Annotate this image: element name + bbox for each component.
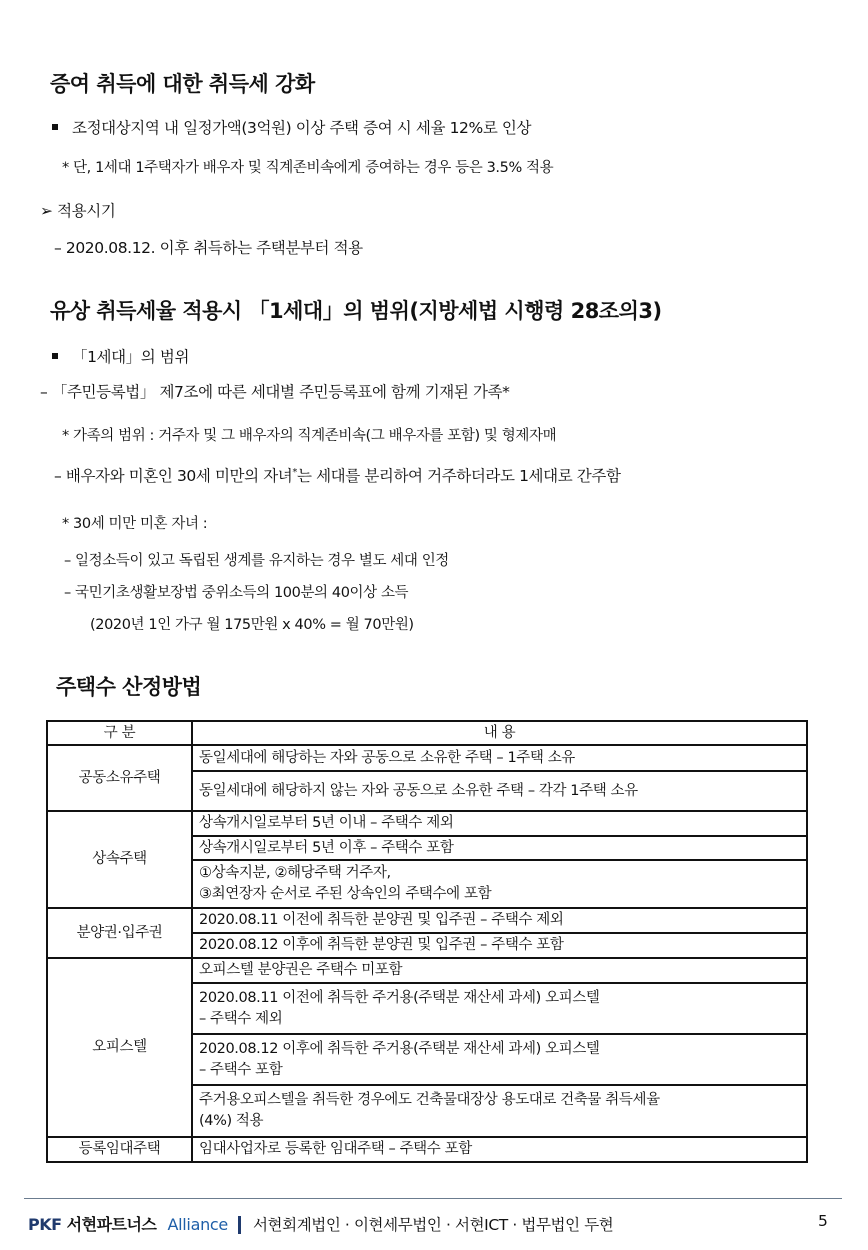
square-bullet-icon <box>52 353 58 359</box>
section-title-house-count: 주택수 산정방법 <box>56 675 202 699</box>
alliance-label: Alliance <box>167 1215 228 1234</box>
application-period-label: ➢ 적용시기 <box>40 202 116 220</box>
sub-item: – 일정소득이 있고 독립된 생계를 유지하는 경우 별도 세대 인정 <box>64 553 449 569</box>
footer-logo <box>28 1212 613 1235</box>
table-cell: 2020.08.12 이후에 취득한 분양권 및 입주권 – 주택수 포함 <box>192 933 807 958</box>
divider-bar-icon <box>238 1216 241 1234</box>
pkf-logo-text: PKF <box>28 1215 62 1234</box>
table-row <box>47 1137 807 1162</box>
partner-firms: 서현회계법인 · 이현세무법인 · 서현ICT · 법무법인 두현 <box>252 1216 614 1234</box>
table-header-content: 내 용 <box>192 721 807 745</box>
table-category-cell: 공동소유주택 <box>47 745 192 811</box>
household-definition-line: – 「주민등록법」 제7조에 따른 세대별 주민등록표에 함께 기재된 가족* <box>40 383 510 401</box>
sub-item: – 국민기초생활보장법 중위소득의 100분의 40이상 소득 <box>64 585 409 601</box>
table-cell: 상속개시일로부터 5년 이후 – 주택수 포함 <box>192 836 807 860</box>
table-header-category: 구 분 <box>47 721 192 745</box>
table-cell: 2020.08.11 이전에 취득한 분양권 및 입주권 – 주택수 제외 <box>192 908 807 933</box>
section-title-gift-acquisition: 증여 취득에 대한 취득세 강화 <box>50 72 315 96</box>
sub-item-example: (2020년 1인 가구 월 175만원 x 40% = 월 70만원) <box>90 617 414 633</box>
footer-divider <box>24 1198 842 1199</box>
bullet-item: 조정대상지역 내 일정가액(3억원) 이상 주택 증여 시 세율 12%로 인상 <box>52 116 531 138</box>
table-cell: 상속개시일로부터 5년 이내 – 주택수 제외 <box>192 811 807 836</box>
table-row <box>47 811 807 836</box>
footnote: * 가족의 범위 : 거주자 및 그 배우자의 직계존비속(그 배우자를 포함) 및 형제자매 <box>62 428 557 444</box>
bullet-item: 「1세대」의 범위 <box>52 345 189 367</box>
spouse-children-line: – 배우자와 미혼인 30세 미만의 자녀*는 세대를 분리하여 거주하더라도 1세대로 간주함 <box>54 466 621 485</box>
square-bullet-icon <box>52 124 58 130</box>
footnote: * 30세 미만 미혼 자녀 : <box>62 516 208 532</box>
table-category-cell: 등록임대주택 <box>47 1137 192 1162</box>
table-category-cell: 분양권·입주권 <box>47 908 192 958</box>
table-header-row <box>47 721 807 745</box>
table-cell: 오피스텔 분양권은 주택수 미포함 <box>192 958 807 983</box>
table-cell: 동일세대에 해당하는 자와 공동으로 소유한 주택 – 1주택 소유 <box>192 745 807 771</box>
table-row <box>47 958 807 983</box>
table-cell: 2020.08.12 이후에 취득한 주거용(주택분 재산세 과세) 오피스텔 – 주택수 포함 <box>192 1034 807 1085</box>
footnote: * 단, 1세대 1주택자가 배우자 및 직계존비속에게 증여하는 경우 등은 3.5% 적용 <box>62 160 554 176</box>
table-category-cell: 오피스텔 <box>47 958 192 1137</box>
brand-name: 서현파트너스 <box>66 1215 157 1234</box>
house-count-table <box>46 720 808 1163</box>
table-row <box>47 908 807 933</box>
application-date-line: – 2020.08.12. 이후 취득하는 주택분부터 적용 <box>54 239 363 257</box>
table-cell: 임대사업자로 등록한 임대주택 – 주택수 포함 <box>192 1137 807 1162</box>
page-number: 5 <box>818 1212 828 1230</box>
table-category-cell: 상속주택 <box>47 811 192 908</box>
table-row <box>47 745 807 771</box>
table-cell: 동일세대에 해당하지 않는 자와 공동으로 소유한 주택 – 각각 1주택 소유 <box>192 771 807 811</box>
table-cell: 2020.08.11 이전에 취득한 주거용(주택분 재산세 과세) 오피스텔 – 주택수 제외 <box>192 983 807 1034</box>
section-title-household-scope: 유상 취득세율 적용시 「1세대」의 범위(지방세법 시행령 28조의3) <box>50 299 662 323</box>
table-cell: 주거용오피스텔을 취득한 경우에도 건축물대장상 용도대로 건축물 취득세율 (4%) 적용 <box>192 1085 807 1137</box>
table-cell: ①상속지분, ②해당주택 거주자, ③최연장자 순서로 주된 상속인의 주택수에 포함 <box>192 860 807 908</box>
